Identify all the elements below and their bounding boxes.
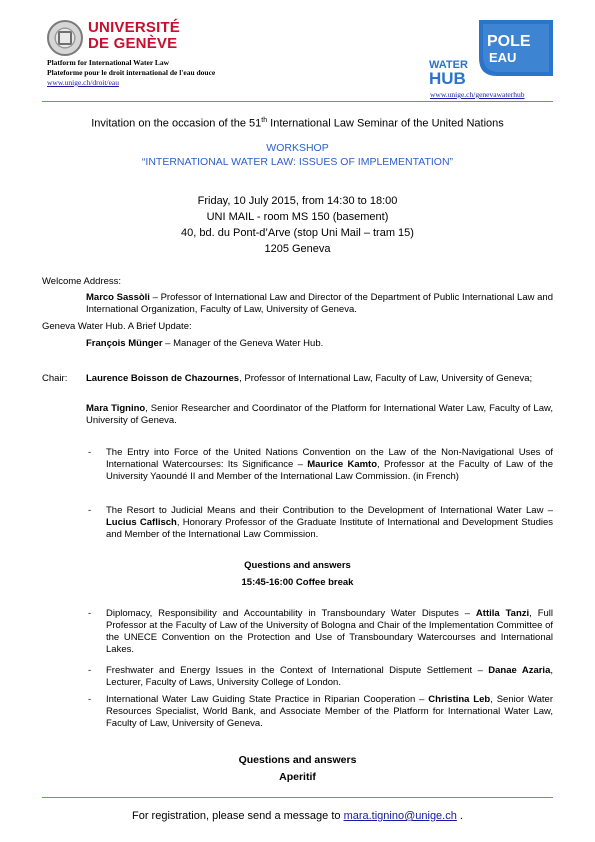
talk-desc: , Honorary Professor of the Graduate Institute of International and Development Studies and Member of the International Law Commission. — [106, 517, 553, 540]
welcome-desc: – Professor of International Law and Director of the Department of Public International Law and International Organization, Faculty of Law, University of Geneva. — [86, 292, 553, 315]
geneva-water-hub-logo — [427, 18, 555, 88]
event-date: Friday, 10 July 2015, from 14:30 to 18:00 — [197, 195, 398, 207]
event-room: UNI MAIL - room MS 150 (basement) — [206, 211, 389, 223]
questions-answers-1: Questions and answers — [244, 560, 351, 571]
welcome-paragraph — [86, 292, 553, 316]
welcome-label: Welcome Address: — [42, 276, 122, 287]
footer-divider — [42, 797, 553, 798]
chair-person-1-desc: , Professor of International Law, Faculty of Law, University of Geneva; — [239, 373, 533, 384]
registration-line — [0, 809, 595, 823]
talk-title: Freshwater and Energy Issues in the Context of International Dispute Settlement – — [106, 665, 489, 676]
talk-desc: , Senior Water Resources Specialist, World Bank, and Associate Member of the Platform for International Water Law, Faculty of Law, University of Geneva. — [106, 694, 553, 729]
talk-speaker: Maurice Kamto — [307, 459, 378, 470]
session2-talk-2 — [106, 665, 553, 689]
talk-title: Diplomacy, Responsibility and Accountability in Transboundary Water Disputes – — [106, 608, 476, 619]
aperitif: Aperitif — [279, 771, 316, 783]
talk-title: International Water Law Guiding State Practice in Riparian Cooperation – — [106, 694, 429, 705]
university-logo-text — [88, 20, 180, 52]
session2-talk-1 — [106, 608, 553, 656]
workshop-title: “INTERNATIONAL WATER LAW: ISSUES OF IMPLEMENTATION” — [141, 156, 454, 168]
talk-desc: , Professor at the Faculty of Law of the University Yaoundé II and Member of the International Law Commission. (in French) — [106, 459, 553, 482]
bullet-marker: - — [88, 665, 92, 676]
bullet-marker: - — [88, 505, 92, 516]
event-city: 1205 Geneva — [264, 243, 331, 255]
coffee-break: 15:45-16:00 Coffee break — [241, 577, 354, 588]
workshop-label: WORKSHOP — [266, 142, 329, 154]
hub-url-link[interactable]: www.unige.ch/genevawaterhub — [430, 90, 525, 99]
hub-hub-text: HUB — [429, 69, 466, 88]
platform-name-en: Platform for International Water Law — [47, 58, 170, 67]
talk-speaker: Danae Azaria — [488, 665, 551, 676]
platform-url-link[interactable]: www.unige.ch/droit/eau — [47, 78, 119, 87]
update-desc: – Manager of the Geneva Water Hub. — [162, 338, 324, 349]
registration-text: For registration, please send a message to — [132, 810, 344, 822]
chair-person-2 — [86, 403, 553, 427]
update-speaker: François Münger — [86, 338, 163, 349]
update-paragraph — [86, 338, 553, 350]
invitation-superscript: th — [261, 117, 268, 124]
bullet-marker: - — [88, 608, 92, 619]
talk-desc: , Full Professor at the Faculty of Law of the University of Bologna and Chair of the Implementation Committee of the UNECE Convention on the Protection and Use of Transboundary Watercourses and International Lakes. — [106, 608, 554, 655]
chair-label: Chair: — [42, 373, 68, 384]
talk-speaker: Christina Leb — [428, 694, 491, 705]
talk-title: The Resort to Judicial Means and their Contribution to the Development of International Water Law – — [106, 505, 553, 516]
hub-eau-text: EAU — [489, 50, 517, 65]
talk-speaker: Lucius Caflisch — [106, 517, 177, 528]
chair-person-2-name: Mara Tignino — [86, 403, 146, 414]
bullet-marker: - — [88, 447, 92, 458]
platform-name-fr: Plateforme pour le droit international de l'eau douce — [47, 68, 216, 77]
invitation-text-before: Invitation on the occasion of the 51 — [91, 117, 262, 130]
invitation-line — [0, 114, 595, 131]
unige-seal-logo — [47, 20, 83, 56]
hub-water-text: WATER — [429, 59, 468, 71]
event-address: 40, bd. du Pont-d’Arve (stop Uni Mail – tram 15) — [181, 227, 414, 239]
session2-talk-3 — [106, 694, 553, 730]
chair-person-1 — [86, 373, 553, 385]
registration-email-link[interactable]: mara.tignino@unige.ch — [343, 810, 457, 822]
talk-title: The Entry into Force of the United Nations Convention on the Law of the Non-Navigational Uses of International Watercourses: Its Significance – — [106, 447, 553, 470]
invitation-text-after: International Law Seminar of the United Nations — [267, 117, 504, 130]
hub-pole-text: POLE — [487, 33, 531, 50]
chair-person-1-name: Laurence Boisson de Chazournes — [86, 373, 240, 384]
chair-person-2-desc: , Senior Researcher and Coordinator of the Platform for International Water Law, Faculty of Law, University of Geneva. — [86, 403, 553, 426]
water-hub-logo-graphic — [427, 18, 555, 88]
university-name-line2: DE GENÈVE — [88, 35, 178, 52]
registration-end: . — [456, 810, 463, 822]
update-label: Geneva Water Hub. A Brief Update: — [42, 321, 192, 332]
talk-desc: , Lecturer, Faculty of Laws, University College of London. — [106, 665, 553, 688]
questions-answers-2: Questions and answers — [238, 754, 357, 766]
bullet-marker: - — [88, 694, 92, 705]
university-name-line1: UNIVERSITÉ — [88, 19, 181, 36]
session1-talk-1 — [106, 447, 553, 483]
header-divider — [42, 101, 553, 102]
session1-talk-2 — [106, 505, 553, 541]
talk-speaker: Attila Tanzi — [475, 608, 530, 619]
welcome-speaker: Marco Sassòli — [86, 292, 150, 303]
